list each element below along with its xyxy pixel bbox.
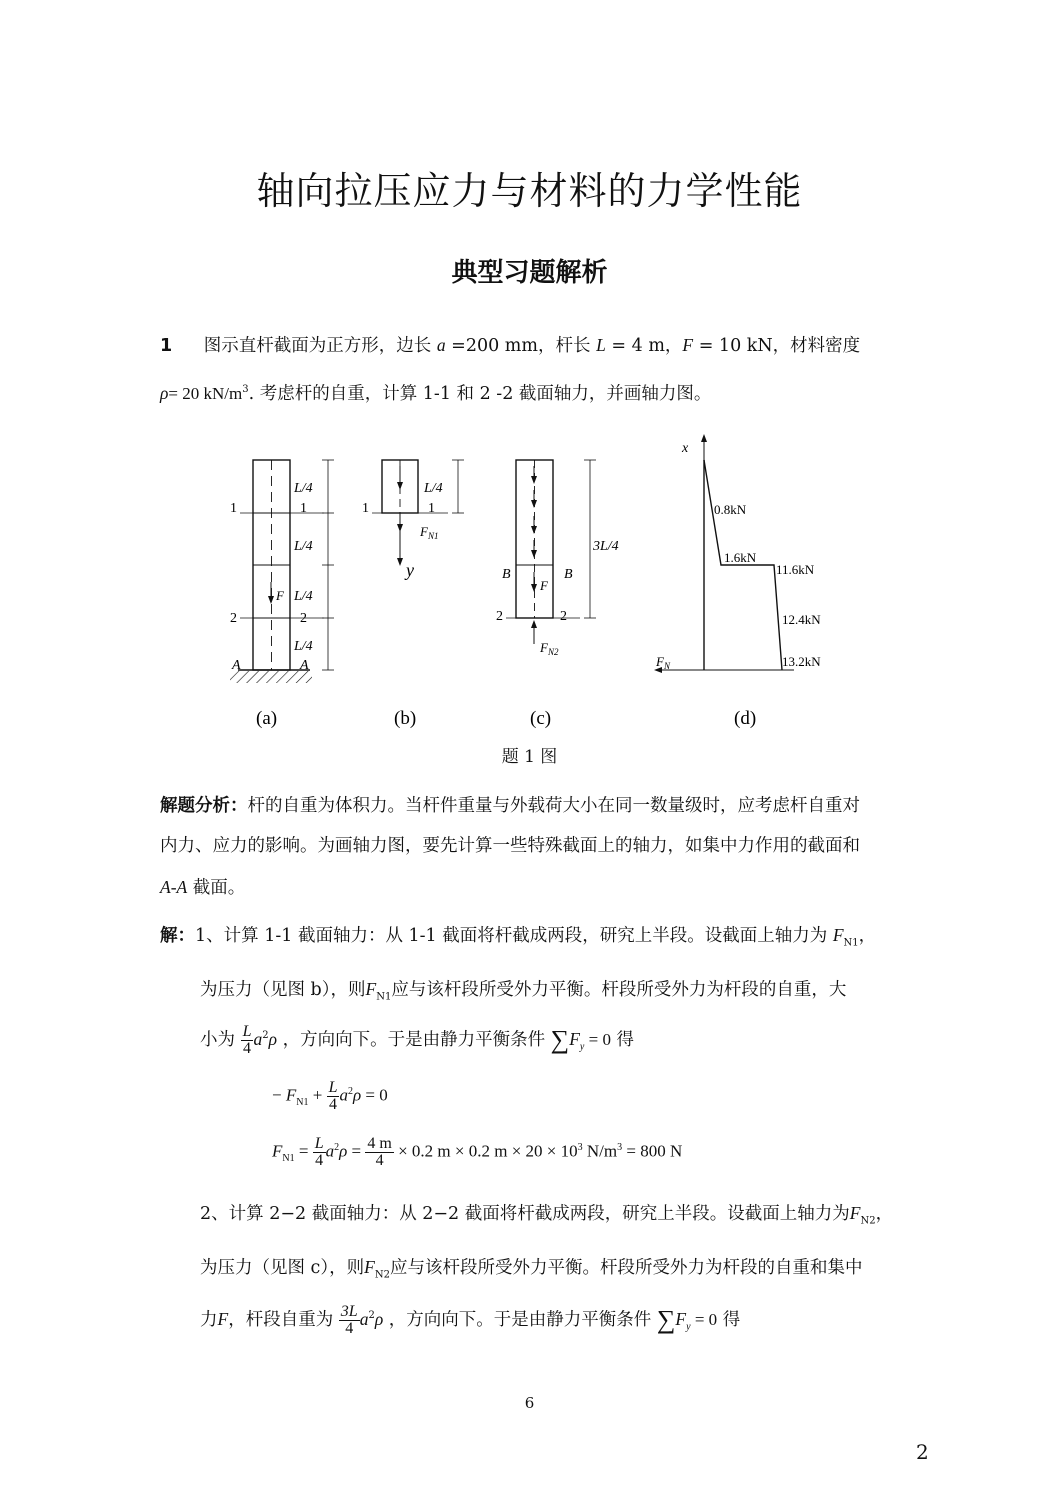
figure-c (496, 460, 619, 729)
figure-b-sec-right: 1 (428, 501, 435, 516)
problem-text-a: 图示直杆截面为正方形，边长 (203, 336, 432, 356)
analysis-line-1 (160, 792, 860, 817)
solution-step1-text-2b: 应与该杆段所受外力平衡。杆段所受外力为杆段的自重，大 (391, 980, 847, 1000)
solution-line-2: 为压力（见图 b），则$F_{N1}$应与该杆段所受外力平衡。杆段所受外力为杆段的自重，大 (200, 979, 847, 1003)
figure-d-value-1: 0.8kN (714, 502, 747, 517)
figure-c-point-force: F (540, 578, 548, 593)
figure-a-sec-1-left: 1 (230, 501, 237, 516)
figure-b-seg: L/4 (424, 481, 443, 496)
figure-c-seg: 3L/4 (593, 539, 619, 554)
section-subtitle: 典型习题解析 (451, 258, 608, 288)
solution-step1-text-3b: ，方向向下。于是由静力平衡条件 (282, 1030, 546, 1050)
figure-a-seg-3: L/4 (294, 589, 313, 604)
figure-c-force: $F_{N2}$ (540, 640, 559, 657)
figure-b-axis: y (406, 560, 414, 580)
solution-line-3: 小为 $\frac{L}{4}$ $a^2\rho$ ，方向向下。于是由静力平衡条件 $\sum F_y = 0$ 得 (200, 1023, 635, 1057)
document-title: 轴向拉压应力与材料的力学性能 (256, 169, 803, 213)
figure-d (655, 438, 821, 729)
solution-step2-line-1: 2、计算 2−2 截面轴力：从 2−2 截面将杆截成两段，研究上半段。设截面上轴力为$F_{N2}$， (200, 1203, 894, 1227)
solution-step2-line-2: 为压力（见图 c），则$F_{N2}$应与该杆段所受外力平衡。杆段所受外力为杆段的自重和集中 (200, 1257, 863, 1281)
figure-c-sec-2-left: 2 (496, 609, 503, 624)
problem-line-1: 1 图示直杆截面为正方形，边长 a =200 mm，杆长 L = 4 m，F = 10 kN，材料密度 (160, 335, 861, 356)
analysis-line-2: 内力、应力的影响。为画轴力图，要先计算一些特殊截面上的轴力，如集中力作用的截面和 (160, 836, 860, 856)
fraction-3L-over-4: $\frac{3L}{4}$ (340, 1303, 358, 1337)
analysis-section-name: A-A (160, 877, 188, 897)
equation-1-rhs: = 0 (365, 1085, 388, 1105)
solution-step1-text-2a: 为压力（见图 b），则 (200, 980, 366, 1000)
problem-figure (220, 432, 860, 732)
figure-a-sec-1-right: 1 (300, 501, 307, 516)
figure-d-value-4: 12.4kN (782, 612, 821, 627)
problem-rho-value: = 20 kN/m (168, 384, 243, 403)
equation-1: − $F_{N1}$ + $\frac{L}{4}$ $a^2\rho = 0$ (272, 1079, 388, 1113)
page-number: 6 (524, 1394, 535, 1412)
analysis-heading: 解题分析： (160, 796, 248, 816)
figure-d-axis-x: x (682, 441, 689, 456)
solution-step2-text-3b: ，杆段自重为 (228, 1310, 334, 1330)
figure-c-label: (c) (530, 708, 552, 729)
figure-c-sec-B-left: B (502, 567, 511, 582)
solution-step2-text-1: 2、计算 2−2 截面轴力：从 2−2 截面将杆截成两段，研究上半段。设截面上轴力为 (200, 1204, 850, 1224)
solution-step2-text-3a: 力 (200, 1310, 218, 1330)
solution-line-1: 解：1、计算 1-1 截面轴力：从 1-1 截面将杆截成两段，研究上半段。设截面上轴力为 $F_{N1}$， (160, 925, 877, 949)
solution-step1-text-3c: 得 (610, 1030, 635, 1050)
figure-d-value-5: 13.2kN (782, 654, 821, 669)
figure-b-sec-left: 1 (362, 501, 369, 516)
equation-2-rhs: × 0.2 m × 0.2 m × 20 × 10 (398, 1141, 578, 1161)
analysis-text-3: 截面。 (187, 878, 246, 898)
corner-number: 2 (916, 1440, 929, 1464)
problem-number: 1 (160, 336, 173, 356)
figure-a-seg-2: L/4 (294, 539, 313, 554)
fraction-L-over-4: $\frac{L}{4}$ (242, 1023, 252, 1057)
figure-a-sec-2-right: 2 (300, 611, 307, 626)
problem-text-b: . 考虑杆的自重，计算 1-1 和 2 -2 截面轴力，并画轴力图。 (248, 384, 712, 404)
equation-2-unit: N/m (582, 1141, 618, 1161)
figure-a-seg-1: L/4 (294, 481, 313, 496)
solution-step1-text-3a: 小为 (200, 1030, 235, 1050)
solution-step1-text-1: 1、计算 1-1 截面轴力：从 1-1 截面将杆截成两段，研究上半段。设截面上轴力为 (195, 926, 828, 946)
sum-symbol: ∑ (550, 1025, 570, 1054)
solution-step2-line-3: 力F，杆段自重为 $\frac{3L}{4}$ $a^2\rho$ ，方向向下。于是由静力平衡条件 $\sum F_y = 0$ 得 (200, 1303, 741, 1337)
figure-b-force: $F_{N1}$ (420, 524, 439, 541)
solution-step2-text-2a: 为压力（见图 c），则 (200, 1258, 365, 1278)
analysis-text-1: 杆的自重为体积力。当杆件重量与外载荷大小在同一数量级时，应考虑杆自重对 (247, 796, 860, 816)
figure-b-label: (b) (394, 708, 417, 729)
figure-b (362, 460, 464, 729)
figure-d-value-2: 1.6kN (724, 550, 757, 565)
figure-a-sec-2-left: 2 (230, 611, 237, 626)
figure-a-sec-A-left: A (232, 658, 241, 673)
figure-d-value-3: 11.6kN (776, 562, 815, 577)
figure-a-sec-A-right: A (300, 658, 309, 673)
problem-L-value: = 4 m， (611, 336, 683, 356)
figure-a-seg-4: L/4 (294, 639, 313, 654)
figure-c-sec-B-right: B (564, 567, 573, 582)
figure-c-sec-2-right: 2 (560, 609, 567, 624)
equation-2: $F_{N1}$ = $\frac{L}{4}$ $a^2\rho$ = $\frac{4 m}{4}$ × 0.2 m × 0.2 $m \times 20 \times 10^3$ $N/m^3 = 800$ N (272, 1135, 683, 1169)
equation-2-result: = 800 N (622, 1141, 683, 1161)
problem-a-value: =200 mm，杆长 (451, 336, 591, 356)
analysis-line-3 (160, 874, 245, 899)
figure-a-label: (a) (256, 708, 278, 729)
solution-step2-text-2b: 应与该杆段所受外力平衡。杆段所受外力为杆段的自重和集中 (389, 1258, 863, 1278)
figure-a (230, 460, 334, 729)
solution-step2-text-3d: 得 (717, 1310, 741, 1330)
solution-heading: 解： (160, 926, 195, 946)
figure-d-axis-fn: $F_N$ (656, 654, 670, 671)
problem-F-value: = 10 kN，材料密度 (698, 336, 861, 356)
figure-caption: 题 1 图 (501, 747, 558, 767)
problem-line-2: ρ= 20 $kN/m^3$. 考虑杆的自重，计算 1-1 和 2 -2 截面轴力，并画轴力图。 (160, 383, 712, 404)
solution-step2-text-3c: ，方向向下。于是由静力平衡条件 (388, 1310, 652, 1330)
figure-a-force: F (276, 588, 284, 603)
figure-d-label: (d) (734, 708, 757, 729)
